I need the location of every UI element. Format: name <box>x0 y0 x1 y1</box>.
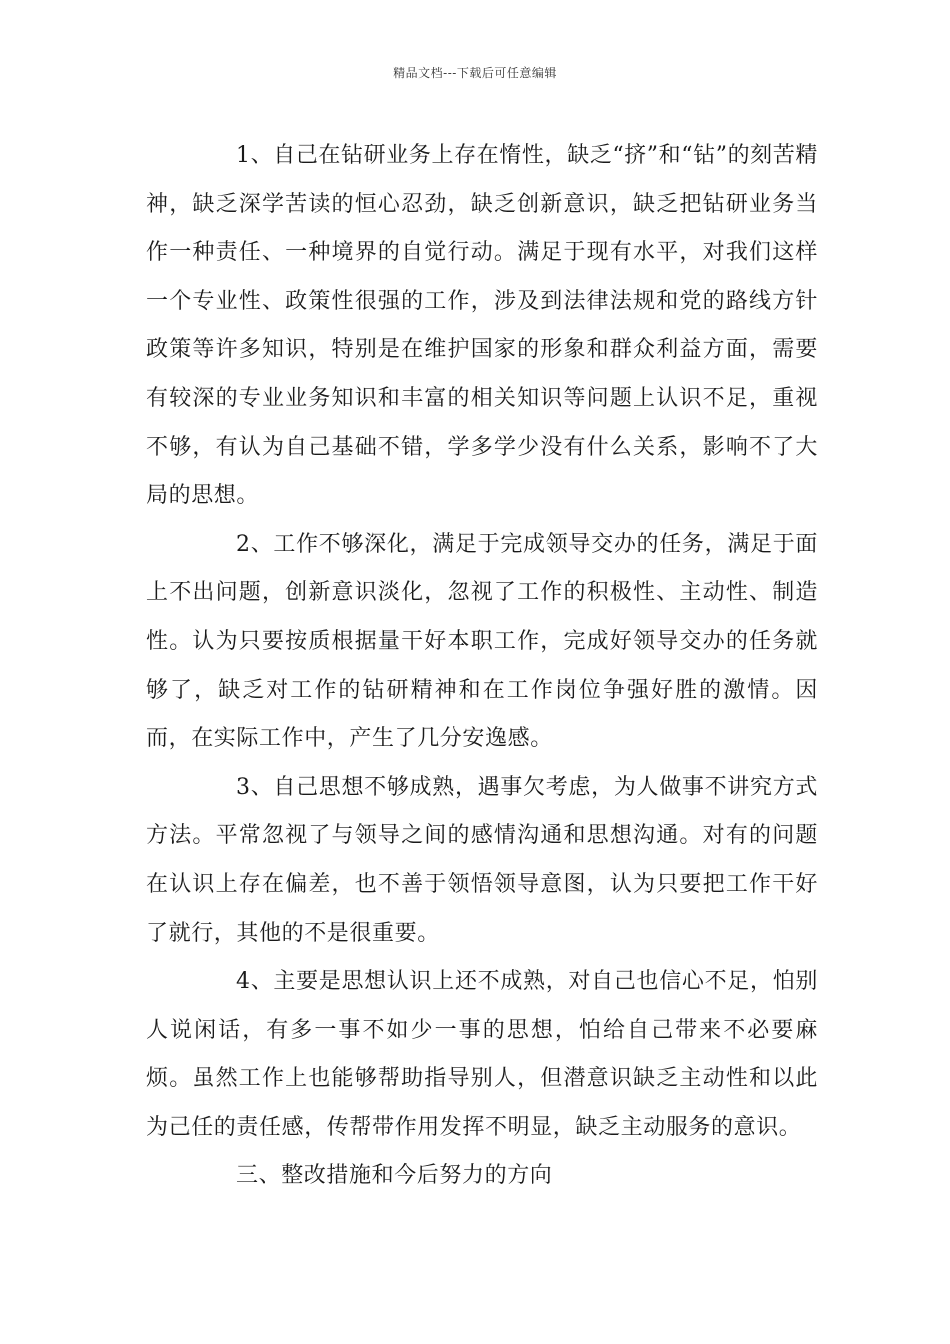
page-header: 精品文档---下载后可任意编辑 <box>393 66 557 80</box>
paragraph-1: 1、自己在钻研业务上存在惰性，缺乏“挤”和“钻”的刻苦精神，缺乏深学苦读的恒心忍劲，缺乏创新意识，缺乏把钻研业务当作一种责任、一种境界的自觉行动。满足于现有水平，对我们这样一个专业性、政策性很强的工作，涉及到法律法规和党的路线方针政策等许多知识，特别是在维护国家的形象和群众利益方面，需要有较深的专业业务知识和丰富的相关知识等问题上认识不足，重视不够，有认为自己基础不错，学多学少没有什么关系，影响不了大局的思想。 <box>146 143 818 509</box>
document-body <box>146 132 818 1201</box>
paragraph-2: 2、工作不够深化，满足于完成领导交办的任务，满足于面上不出问题，创新意识淡化，忽视了工作的积极性、主动性、制造性。认为只要按质根据量干好本职工作，完成好领导交办的任务就够了，缺乏对工作的钻研精神和在工作岗位争强好胜的激情。因而，在实际工作中，产生了几分安逸感。 <box>146 531 818 752</box>
section-heading: 三、整改措施和今后努力的方向 <box>236 1163 553 1189</box>
paragraph-4: 4、主要是思想认识上还不成熟，对自己也信心不足，怕别人说闲话，有多一事不如少一事的思想，怕给自己带来不必要麻烦。虽然工作上也能够帮助指导别人，但潜意识缺乏主动性和以此为己任的责任感，传帮带作用发挥不明显，缺乏主动服务的意识。 <box>146 969 818 1140</box>
paragraph-3: 3、自己思想不够成熟，遇事欠考虑，为人做事不讲究方式方法。平常忽视了与领导之间的感情沟通和思想沟通。对有的问题在认识上存在偏差，也不善于领悟领导意图，认为只要把工作干好了就行，其他的不是很重要。 <box>146 774 818 946</box>
